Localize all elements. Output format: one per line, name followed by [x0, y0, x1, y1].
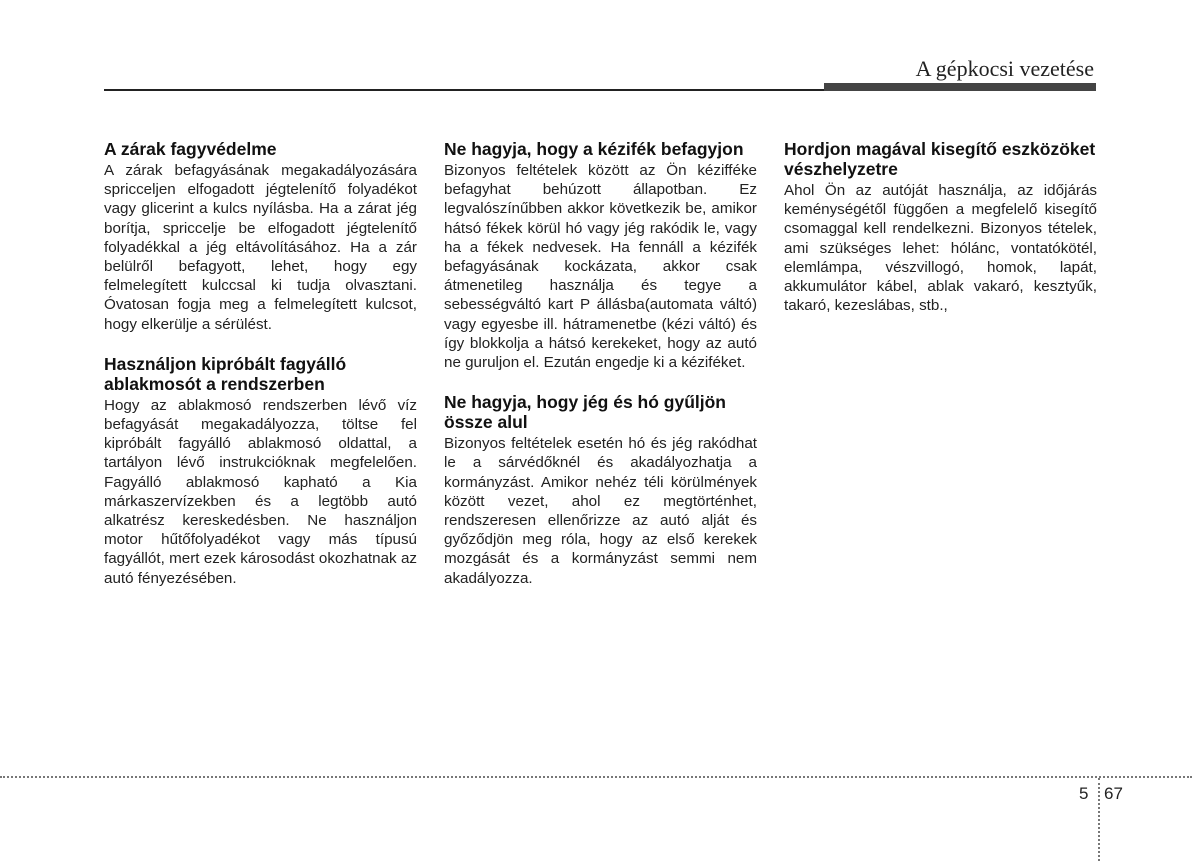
column-left: [104, 139, 417, 608]
section-body: A zárak befagyásának megakadályozására spricceljen elfogadott jégtelenítő folyadékot vagy glicerint a kulcs nyílásba. Ha a zárat jég borítja, spriccelje be elfogadott jégtelenítő folyadékkal a jég eltávolításához. Ha a zár belülről befagyott, lehet, hogy egy felmelegített kulccsal ki tudja olvasztani. Óvatosan fogja meg a felmelegített kulcsot, hogy elkerülje a sérülést.: [104, 162, 417, 333]
section-heading: Ne hagyja, hogy a kézifék befagyjon: [444, 139, 744, 159]
section-washer-antifreeze: [104, 354, 417, 588]
section-heading: A zárak fagyvédelme: [104, 139, 277, 159]
section-emergency-equipment: [784, 139, 1097, 315]
section-ice-snow-underside: [444, 392, 757, 588]
section-parking-brake: [444, 139, 757, 372]
section-body: Ahol Ön az autóját használja, az időjárás keménységétől függően a megfelelő kisegítő csomaggal kell rendelkezni. Bizonyos tételek, ami szükséges lehet: hólánc, vontatókötél, elemlámpa, vészvillogó, homok, lapát, akkumulátor kábel, ablak vakaró, kesztyűk, takaró, kezeslábas, stb.,: [784, 182, 1097, 315]
section-heading: Hordjon magával kisegítő eszközöket vészhelyzetre: [784, 139, 1096, 179]
section-body: Bizonyos feltételek esetén hó és jég rakódhat le a sárvédőknél és akadályozhatja a kormányzást. Amikor nehéz téli körülmények között vezet, ahol ez megtörténhet, rendszeresen ellenőrizze az autó alját és győződjön meg róla, hogy az első kerekek mozgását és a kormányzást semmi nem akadályozza.: [444, 435, 757, 587]
column-middle: [444, 139, 757, 608]
header-rule-accent: [824, 83, 1096, 91]
footer-dotted-rule: [0, 776, 1192, 778]
footer-dotted-divider: [1098, 778, 1100, 861]
column-right: [784, 139, 1097, 335]
section-number: 5: [1079, 784, 1089, 803]
chapter-title: A gépkocsi vezetése: [915, 56, 1094, 81]
section-body: Bizonyos feltételek között az Ön kézifféke befagyhat behúzott állapotban. Ez legvalószínűbben akkor következik be, amikor hátsó fékek körül hó vagy jég rakódik le, vagy ha a fékek nedvesek. Ha fennáll a kézifék befagyásának kockázata, akkor csak átmenetileg használja és tegye a sebességváltó kart P állásba(automata váltó) vagy egyesbe ill. hátramenetbe (kézi váltó) és így blokkolja a hátsó kerekeket, hogy az autó ne guruljon el. Ezután engedje ki a kéziféket.: [444, 162, 757, 372]
header-rule: [104, 89, 824, 91]
section-body: Hogy az ablakmosó rendszerben lévő víz befagyását megakadályozza, töltse fel kipróbált fagyálló ablakmosó oldattal, a tartályon lévő instrukcióknak megfelelően. Fagyálló ablakmosó kapható a Kia márkaszervízekben és a legtöbb autó alkatrész kereskedésben. Ne használjon motor hűtőfolyadékot vagy más típusú fagyállót, mert ezek károsodást okozhatnak az autó fényezésében.: [104, 396, 417, 587]
page-number: 67: [1104, 784, 1123, 803]
section-heading: Ne hagyja, hogy jég és hó gyűljön össze alul: [444, 392, 726, 433]
section-heading: Használjon kipróbált fagyálló ablakmosót a rendszerben: [104, 353, 347, 394]
section-lock-freeze: [104, 139, 417, 334]
